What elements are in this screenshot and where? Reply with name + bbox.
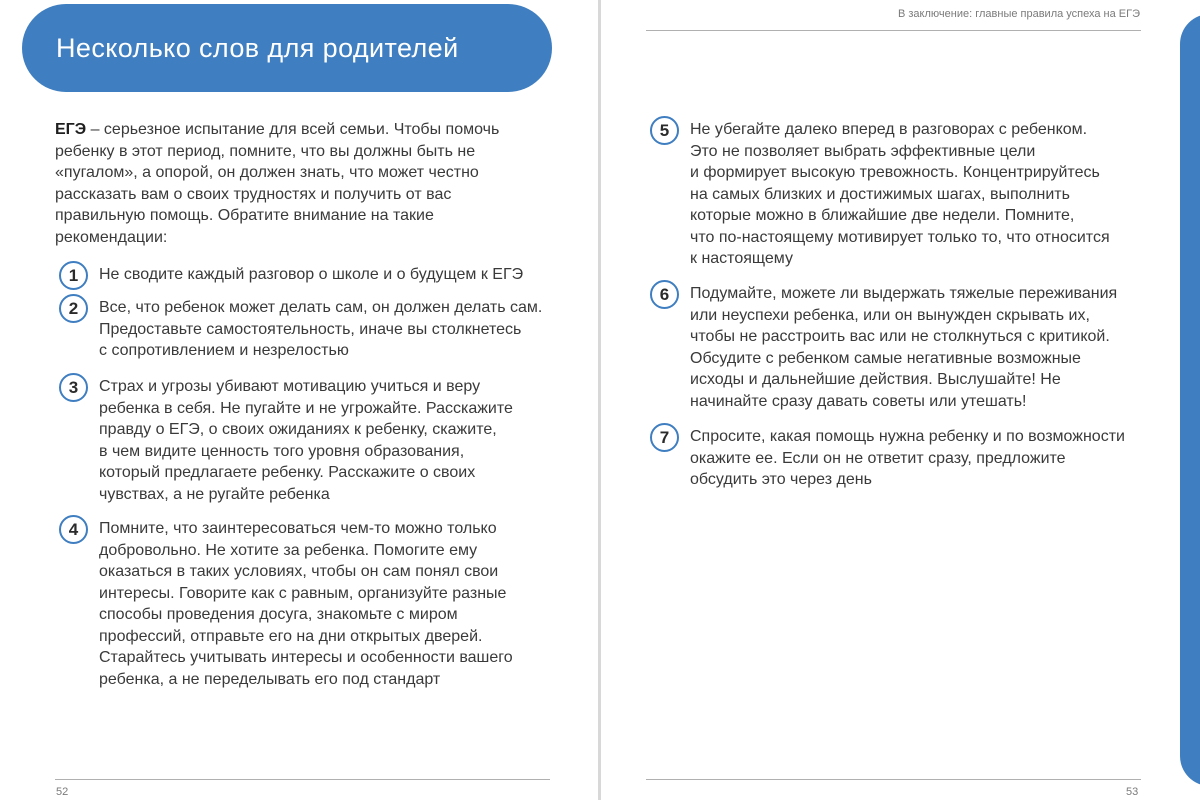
- item-text: Помните, что заинтересоваться чем-то можно только добровольно. Не хотите за ребенка. Помогите ему оказаться в таких условиях, чтобы он сам понял свои интересы. Говорите как с равным, организуйте разные способы проведения досуга, знакомьте с миром профессий, отправьте его на дни открытых дверей. Старайтесь учитывать интересы и особенности вашего ребенка, а не переделывать его под стандарт: [99, 520, 513, 688]
- book-gutter: [598, 0, 601, 800]
- left-page: [0, 0, 598, 800]
- footer-divider: [55, 779, 550, 780]
- intro-lead: ЕГЭ: [55, 121, 87, 138]
- item-text: Не убегайте далеко вперед в разговорах с ребенком. Это не позволяет выбрать эффективные цели и формирует высокую тревожность. Концентрируйтесь на самых близких и достижимых шагах, выполнить которые можно в ближайшие две недели. Помните, что по-настоящему мотивирует только то, что относится к настоящему: [690, 121, 1110, 267]
- list-item: [59, 264, 559, 290]
- section-title-banner: [22, 4, 552, 92]
- header-divider: [646, 30, 1141, 31]
- item-number-badge: 1: [59, 261, 88, 290]
- intro-paragraph: [55, 119, 545, 248]
- item-text: Не сводите каждый разговор о школе и о будущем к ЕГЭ: [99, 266, 524, 283]
- item-number-badge: 2: [59, 294, 88, 323]
- item-number-badge: 5: [650, 116, 679, 145]
- item-text: Страх и угрозы убивают мотивацию учиться и веру ребенка в себя. Не пугайте и не угрожайте. Расскажите правду о ЕГЭ, о своих ожиданиях к ребенку, скажите, в чем видите ценность того уровня образования, который предлагаете ребенку. Расскажите о своих чувствах, а не ругайте ребенка: [99, 378, 513, 503]
- running-head: В заключение: главные правила успеха на ЕГЭ: [898, 8, 1140, 20]
- intro-text: – серьезное испытание для всей семьи. Чтобы помочь ребенку в этот период, помните, что вы должны быть не «пугалом», а опорой, он должен знать, что может честно рассказать вам о своих трудностях и получить от вас правильную помощь. Обратите внимание на такие рекомендации:: [55, 121, 500, 246]
- item-number-badge: 4: [59, 515, 88, 544]
- chapter-side-tab: [1180, 14, 1200, 786]
- list-item: [650, 426, 1150, 491]
- item-number-badge: 6: [650, 280, 679, 309]
- footer-divider: [646, 779, 1141, 780]
- item-number-badge: 7: [650, 423, 679, 452]
- list-item: [650, 283, 1150, 412]
- item-text: Все, что ребенок может делать сам, он должен делать сам. Предоставьте самостоятельность, иначе вы столкнетесь с сопротивлением и незрелостью: [99, 299, 543, 359]
- list-item: [59, 518, 559, 690]
- list-item: [59, 376, 559, 505]
- item-text: Подумайте, можете ли выдержать тяжелые переживания или неуспехи ребенка, или он вынужден скрывать их, чтобы не расстроить вас или не столкнуться с критикой. Обсудите с ребенком самые негативные возможные исходы и дальнейшие действия. Выслушайте! Не начинайте сразу давать советы или утешать!: [690, 285, 1118, 410]
- page-number: 53: [1126, 786, 1139, 798]
- item-number-badge: 3: [59, 373, 88, 402]
- section-title: Несколько слов для родителей: [56, 32, 459, 63]
- list-item: [59, 297, 559, 362]
- item-text: Спросите, какая помощь нужна ребенку и по возможности окажите ее. Если он не ответит сразу, предложите обсудить это через день: [690, 428, 1125, 488]
- page-number: 52: [56, 786, 69, 798]
- list-item: [650, 119, 1150, 270]
